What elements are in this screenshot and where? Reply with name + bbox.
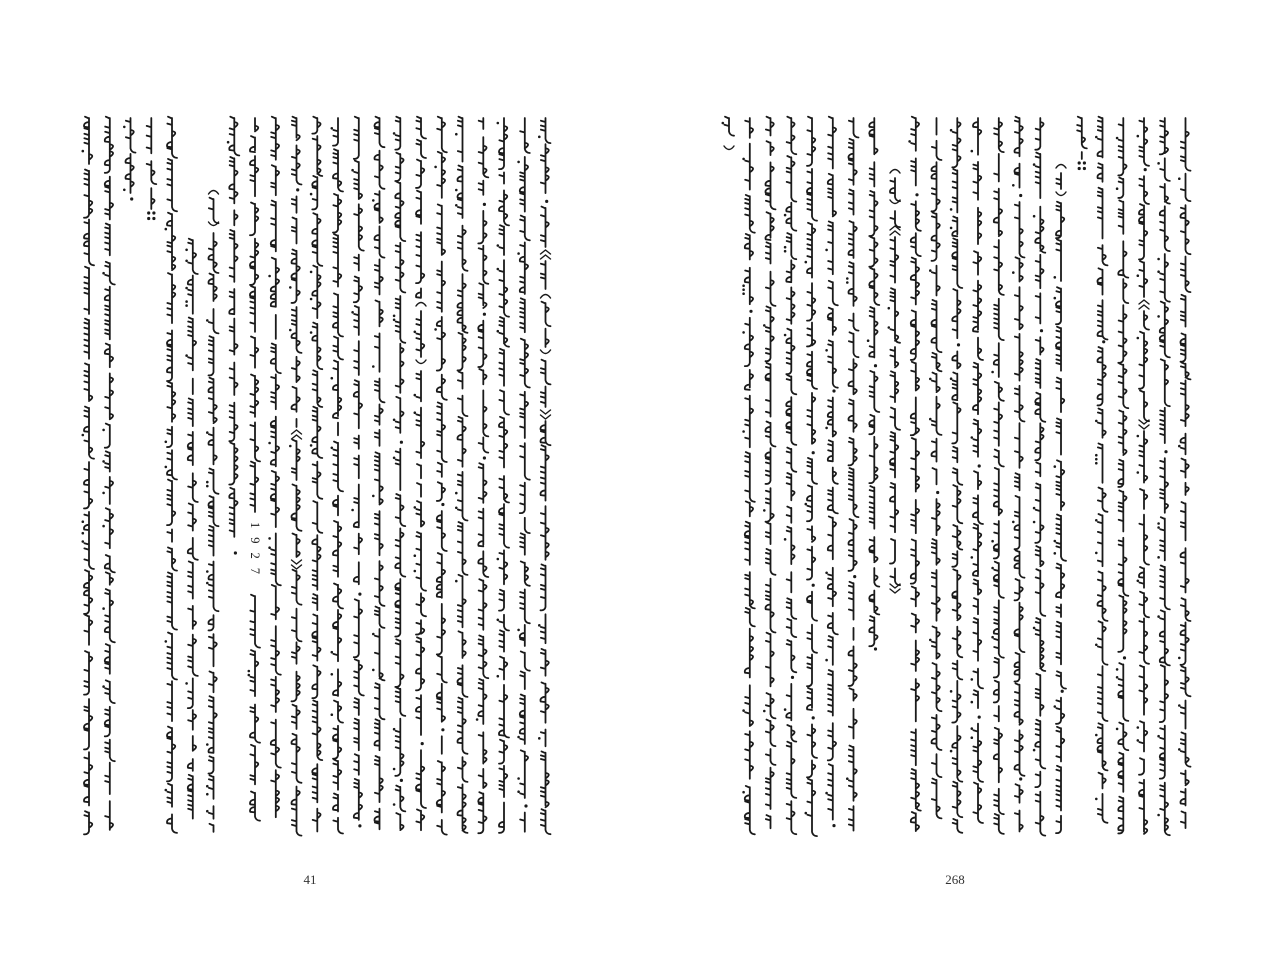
punctuation-dot: [1061, 690, 1064, 693]
punctuation-dot: [791, 676, 794, 679]
diacritic-dots: [476, 718, 479, 721]
punctuation-dot: [296, 188, 299, 191]
punctuation-dot: [915, 193, 918, 196]
page-number: 41: [303, 872, 317, 887]
diacritic-dots: [227, 141, 230, 144]
punctuation-dot: [234, 551, 237, 554]
punctuation-dot: [1102, 340, 1105, 343]
punctuation-dot: [853, 575, 856, 578]
diacritic-dots: [908, 140, 911, 143]
punctuation-dot: [524, 804, 527, 807]
punctuation-dot: [130, 197, 133, 200]
punctuation-dot: [936, 491, 939, 494]
page-number: 268: [945, 872, 965, 887]
punctuation-dot: [421, 742, 424, 745]
punctuation-dot: [749, 310, 752, 313]
punctuation-dot: [545, 200, 548, 203]
punctuation-dot: [1144, 168, 1147, 171]
punctuation-dot: [1164, 450, 1167, 453]
diacritic-dots: [867, 339, 870, 342]
punctuation-dot: [1123, 656, 1126, 659]
punctuation-dot: [957, 343, 960, 346]
inline-numeral: 1927: [248, 522, 262, 583]
punctuation-dot: [1040, 329, 1043, 332]
diacritic-dots: [722, 122, 725, 125]
